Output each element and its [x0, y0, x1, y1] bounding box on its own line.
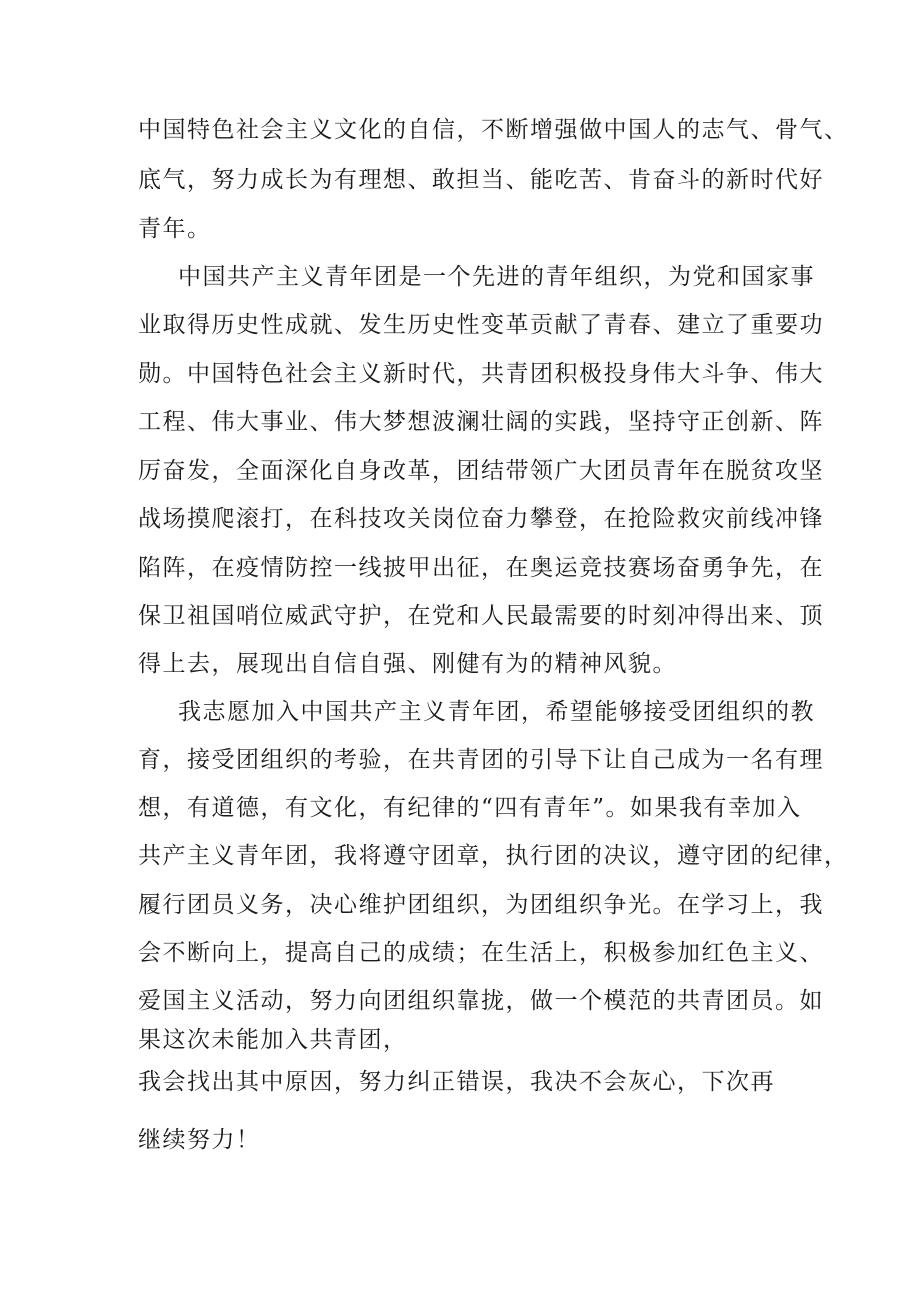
text-line: 中国特色社会主义文化的自信，不断增强做中国人的志气、骨气、 — [138, 117, 849, 143]
text-line: 我会找出其中原因，努力纠正错误，我决不会灰心，下次再 — [138, 1069, 775, 1095]
text-line: 爱国主义活动，努力向团组织靠拢，做一个模范的共青团员。如 — [138, 988, 824, 1014]
text-line: 陷阵，在疫情防控一线披甲出征，在奥运竞技赛场奋勇争先，在 — [138, 555, 824, 581]
text-line: 履行团员义务，决心维护团组织，为团组织争光。在学习上，我 — [138, 892, 824, 918]
text-line: 想，有道德，有文化，有纪律的“四有青年”。如果我有幸加入 — [138, 795, 802, 821]
closing-line: 继续努力！ — [138, 1127, 261, 1153]
text-line: 共产主义青年团，我将遵守团章，执行团的决议，遵守团的纪律， — [138, 843, 849, 869]
text-line: 育，接受团组织的考验，在共青团的引导下让自己成为一名有理 — [138, 747, 824, 773]
text-line: 青年。 — [138, 216, 212, 242]
text-line: 底气，努力成长为有理想、敢担当、能吃苦、肯奋斗的新时代好 — [138, 167, 824, 193]
text-line: 战场摸爬滚打，在科技攻关岗位奋力攀登，在抢险救灾前线冲锋 — [138, 506, 824, 532]
text-line: 会不断向上，提高自己的成绩；在生活上，积极参加红色主义、 — [138, 940, 824, 966]
text-line: 厉奋发，全面深化自身改革，团结带领广大团员青年在脱贫攻坚 — [138, 458, 824, 484]
paragraph-start-line: 中国共产主义青年团是一个先进的青年组织，为党和国家事 — [178, 264, 815, 290]
text-line: 保卫祖国哨位威武守护，在党和人民最需要的时刻冲得出来、顶 — [138, 603, 824, 629]
paragraph-start-line: 我志愿加入中国共产主义青年团，希望能够接受团组织的教 — [178, 699, 815, 725]
text-line: 工程、伟大事业、伟大梦想波澜壮阔的实践，坚持守正创新、阵 — [138, 409, 824, 435]
text-line: 业取得历史性成就、发生历史性变革贡献了青春、建立了重要功 — [138, 312, 824, 338]
text-line: 勋。中国特色社会主义新时代，共青团积极投身伟大斗争、伟大 — [138, 361, 824, 387]
text-line: 果这次未能加入共青团， — [138, 1027, 408, 1053]
text-line: 得上去，展现出自信自强、刚健有为的精神风貌。 — [138, 651, 677, 677]
